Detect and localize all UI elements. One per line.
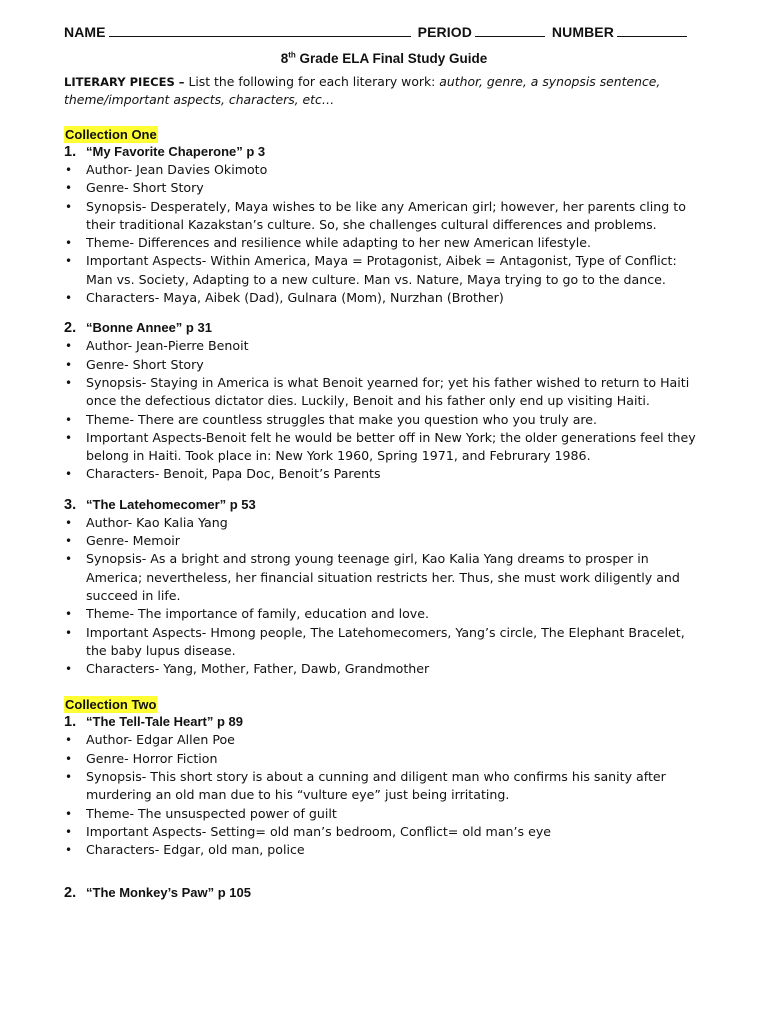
name-blank[interactable] [109,24,411,37]
literary-work [64,143,704,307]
literary-work [64,496,704,679]
list-item: • Theme- There are countless struggles that make you question who you truly are. [64,411,704,429]
work-title [64,319,704,337]
list-item: • Synopsis- Staying in America is what Benoit yearned for; yet his father wished to return to Haiti once the defectious dictator dies. Luckily, Benoit and his father only end up visiting Haiti. [64,374,704,411]
intro-text: List the following for each literary work: [184,74,440,89]
list-item: • Author- Edgar Allen Poe [64,731,704,749]
work-details-list [64,337,704,483]
work-title-text: “My Favorite Chaperone” p 3 [86,144,266,159]
list-item: • Theme- The unsuspected power of guilt [64,805,704,823]
work-title [64,884,704,902]
work-title [64,496,704,514]
header-fields [64,24,704,40]
list-item: • Characters- Yang, Mother, Father, Dawb, Grandmother [64,660,704,678]
list-item: • Theme- The importance of family, education and love. [64,605,704,623]
work-number: 2. [64,320,77,337]
collection-section [64,124,704,678]
list-item: • Author- Jean-Pierre Benoit [64,337,704,355]
list-item: • Important Aspects- Setting= old man’s bedroom, Conflict= old man’s eye [64,823,704,841]
collection-heading: Collection One [65,127,157,142]
collection-section [64,694,704,901]
intro-instructions [64,73,704,109]
work-details-list [64,514,704,679]
work-details-list [64,731,704,859]
work-number: 3. [64,496,77,513]
work-title-text: “The Latehomecomer” p 53 [86,496,256,512]
list-item: • Characters- Benoit, Papa Doc, Benoit’s Parents [64,465,704,483]
work-title [64,143,704,161]
literary-work [64,319,704,483]
list-item: • Synopsis- Desperately, Maya wishes to be like any American girl; however, her parents cling to their traditional Kazakstan’s culture. So, she challenges cultural differences and problems. [64,198,704,235]
number-label: NUMBER [551,24,614,40]
list-item: • Author- Jean Davies Okimoto [64,161,704,179]
list-item: • Important Aspects- Within America, Maya = Protagonist, Aibek = Antagonist, Type of Conflict: Man vs. Society, Adapting to a new culture. Man vs. Nature, Maya trying to go to the dance. [64,252,704,289]
list-item: • Genre- Memoir [64,532,704,550]
name-label: NAME [64,24,106,40]
work-details-list [64,161,704,307]
list-item: • Genre- Horror Fiction [64,750,704,768]
work-title-text: “The Tell-Tale Heart” p 89 [86,714,244,730]
literary-work [64,713,704,859]
intro-italic-text: author, genre, a synopsis sentence, theme/important aspects, characters, etc… [64,74,661,107]
list-item: • Author- Kao Kalia Yang [64,514,704,532]
title-grade-num: 8 [280,51,289,66]
period-label: PERIOD [417,24,472,40]
work-title-text: “Bonne Annee” p 31 [86,320,212,336]
list-item: • Important Aspects- Hmong people, The Latehomecomers, Yang’s circle, The Elephant Bracelet, the baby lupus disease. [64,624,704,661]
literary-work [64,884,704,902]
list-item: • Characters- Edgar, old man, police [64,841,704,859]
list-item: • Synopsis- This short story is about a cunning and diligent man who confirms his sanity after murdering an old man due to his “vulture eye” just being irritating. [64,768,704,805]
title-grade-suffix: th [288,50,296,60]
title-rest: Grade ELA Final Study Guide [295,51,488,66]
work-number: 1. [64,144,77,160]
collection-heading: Collection Two [65,697,157,713]
list-item: • Important Aspects-Benoit felt he would be better off in New York; the older generations feel they belong in Haiti. Took place in: New York 1960, Spring 1971, and Februrary 1986. [64,429,704,466]
study-guide-content [64,124,704,902]
work-title [64,713,704,731]
work-title-text: “The Monkey’s Paw” p 105 [86,884,251,900]
list-item: • Theme- Differences and resilience while adapting to her new American lifestyle. [64,234,704,252]
list-item: • Genre- Short Story [64,179,704,197]
work-number: 1. [64,714,77,731]
list-item: • Characters- Maya, Aibek (Dad), Gulnara (Mom), Nurzhan (Brother) [64,289,704,307]
period-blank[interactable] [475,24,545,37]
list-item: • Synopsis- As a bright and strong young teenage girl, Kao Kalia Yang dreams to prosper in America; nevertheless, her financial situation restricts her. Thus, she must work diligently and succeed in life. [64,550,704,605]
number-blank[interactable] [617,24,687,37]
list-item: • Genre- Short Story [64,356,704,374]
work-number: 2. [64,884,77,901]
page-title [0,51,768,66]
intro-label: LITERARY PIECES – [64,75,185,89]
